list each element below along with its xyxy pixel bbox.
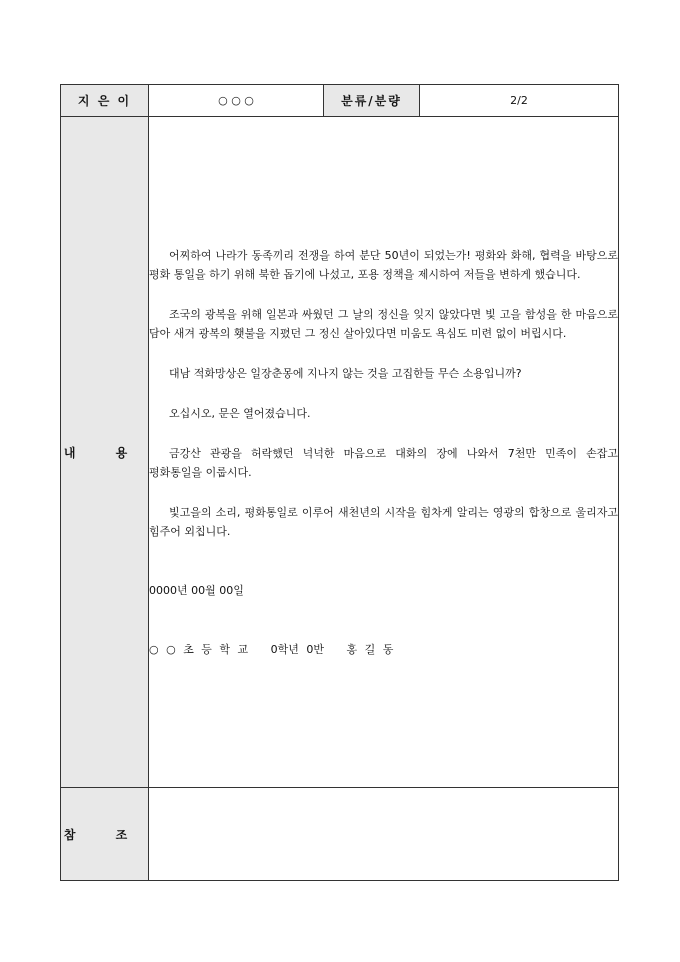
- date-line: 0000년 00월 00일: [149, 583, 244, 597]
- category-value: 2/2: [420, 85, 619, 117]
- reference-value: [149, 788, 619, 881]
- reference-row: [61, 788, 619, 881]
- paragraph: 조국의 광복을 위해 일본과 싸웠던 그 날의 정신을 잊지 않았다면 빛 고을 함성을 한 마음으로 담아 새겨 광복의 횃불을 지폈던 그 정신 살아있다면 미움도 욕심도 미련 없이 버립시다.: [149, 307, 618, 340]
- paragraph: 오십시오, 문은 열어졌습니다.: [169, 406, 311, 420]
- category-label: 분류/분량: [324, 85, 420, 117]
- author-label: 지 은 이: [61, 85, 149, 117]
- header-row: [61, 85, 619, 117]
- paragraph: 빛고을의 소리, 평화통일로 이루어 새천년의 시작을 힘차게 알리는 영광의 합창으로 울리자고 힘주어 외칩니다.: [149, 505, 618, 538]
- paragraph: 어찌하여 나라가 동족끼리 전쟁을 하여 분단 50년이 되었는가! 평화와 화해, 협력을 바탕으로 평화 통일을 하기 위해 북한 돕기에 나섰고, 포용 정책을 제시하여 저들을 변하게 했습니다.: [149, 248, 618, 281]
- composition-form: [60, 84, 619, 881]
- reference-label: 참 조: [61, 788, 149, 881]
- signature-line: ○ ○ 초 등 학 교 0학년 0반 홍 길 동: [149, 642, 394, 656]
- content-label: 내 용: [61, 117, 149, 788]
- paragraph: 대남 적화망상은 일장춘몽에 지나지 않는 것을 고집한들 무슨 소용입니까?: [169, 366, 522, 380]
- content-row: [61, 117, 619, 788]
- author-value: ○ ○ ○: [149, 85, 324, 117]
- content-body: [149, 117, 619, 788]
- paragraph: 금강산 관광을 허락했던 넉넉한 마음으로 대화의 장에 나와서 7천만 민족이 손잡고 평화통일을 이룹시다.: [149, 446, 618, 479]
